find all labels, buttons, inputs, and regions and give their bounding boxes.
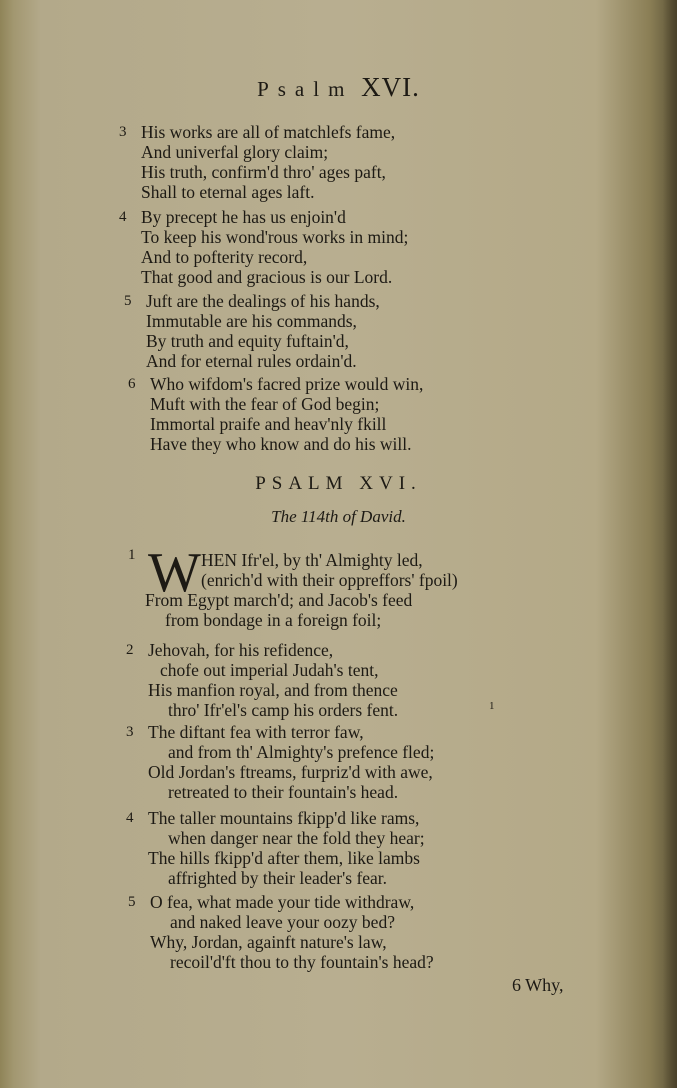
verse-line: Old Jordan's ftreams, furpriz'd with awe, bbox=[148, 762, 433, 782]
stanza-1 bbox=[145, 550, 458, 630]
verse-line: recoil'd'ft thou to thy fountain's head? bbox=[170, 952, 434, 972]
running-head-prefix: Psalm bbox=[257, 77, 354, 101]
verse-line: The taller mountains fkipp'd like rams, bbox=[148, 808, 420, 828]
verse-line: That good and gracious is our Lord. bbox=[141, 267, 393, 287]
verse-line: To keep his wond'rous works in mind; bbox=[141, 227, 409, 247]
verse-line: retreated to their fountain's head. bbox=[168, 782, 399, 802]
stanza-2 bbox=[126, 640, 399, 720]
psalm-subtitle: The 114th of David. bbox=[271, 507, 406, 526]
stanza-number: 2 bbox=[126, 642, 134, 658]
stanza-6-top bbox=[128, 374, 424, 454]
verse-line: Why, Jordan, againft nature's law, bbox=[150, 932, 387, 952]
verse-line: The diftant fea with terror faw, bbox=[148, 722, 364, 742]
stanza-5 bbox=[128, 892, 434, 972]
verse-line: affrighted by their leader's fear. bbox=[168, 868, 388, 888]
verse-line: and naked leave your oozy bed? bbox=[170, 912, 395, 932]
page-edge-shadow bbox=[663, 0, 677, 1088]
catchword: 6 Why, bbox=[512, 975, 564, 995]
stray-mark: 1 bbox=[489, 700, 495, 712]
verse-line: thro' Ifr'el's camp his orders fent. bbox=[168, 700, 399, 720]
verse-line: The hills fkipp'd after them, like lambs bbox=[148, 848, 420, 868]
stanza-3 bbox=[126, 722, 435, 802]
verse-line: chofe out imperial Judah's tent, bbox=[160, 660, 379, 680]
stanza-number: 3 bbox=[119, 124, 127, 140]
stanza-number: 3 bbox=[126, 724, 134, 740]
verse-line: HEN Ifr'el, by th' Almighty led, bbox=[201, 550, 423, 570]
stanza-number: 6 bbox=[128, 376, 136, 392]
verse-line: Have they who know and do his will. bbox=[150, 434, 412, 454]
verse-line: from bondage in a foreign foil; bbox=[165, 610, 382, 630]
verse-line: His manfion royal, and from thence bbox=[148, 680, 398, 700]
stanza-number: 5 bbox=[128, 894, 136, 910]
verse-line: Muft with the fear of God begin; bbox=[150, 394, 380, 414]
verse-line: And univerfal glory claim; bbox=[141, 142, 329, 162]
verse-line: From Egypt march'd; and Jacob's feed bbox=[145, 590, 413, 610]
verse-line: His truth, confirm'd thro' ages paft, bbox=[141, 162, 386, 182]
stanza-4-top bbox=[119, 207, 409, 287]
running-head-numeral: XVI. bbox=[361, 72, 420, 102]
verse-line: And for eternal rules ordain'd. bbox=[146, 351, 357, 371]
verse-line: (enrich'd with their oppreffors' fpoil) bbox=[201, 570, 458, 590]
verse-line: By precept he has us enjoin'd bbox=[141, 207, 346, 227]
stanza-number: 1 bbox=[128, 547, 136, 563]
verse-line: And to pofterity record, bbox=[141, 247, 308, 267]
verse-line: O fea, what made your tide withdraw, bbox=[150, 892, 415, 912]
stanza-4 bbox=[126, 808, 425, 888]
stanza-number: 5 bbox=[124, 293, 132, 309]
stanza-number: 4 bbox=[119, 209, 127, 225]
verse-line: and from th' Almighty's prefence fled; bbox=[168, 742, 435, 762]
verse-line: His works are all of matchlefs fame, bbox=[141, 122, 396, 142]
verse-line: Juft are the dealings of his hands, bbox=[146, 291, 380, 311]
psalm-title: PSALM XVI. bbox=[255, 473, 422, 494]
drop-cap: W bbox=[148, 542, 201, 604]
running-head bbox=[0, 72, 677, 103]
verse-line: Who wifdom's facred prize would win, bbox=[150, 374, 424, 394]
verse-line: By truth and equity fuftain'd, bbox=[146, 331, 349, 351]
verse-line: Immutable are his commands, bbox=[146, 311, 357, 331]
verse-line: Shall to eternal ages laft. bbox=[141, 182, 315, 202]
stanza-5-top bbox=[124, 291, 380, 371]
stanza-number: 4 bbox=[126, 810, 134, 826]
stanza-3-top bbox=[119, 122, 396, 202]
verse-line: Jehovah, for his refidence, bbox=[148, 640, 334, 660]
verse-line: when danger near the fold they hear; bbox=[168, 828, 425, 848]
verse-line: Immortal praife and heav'nly fkill bbox=[150, 414, 387, 434]
